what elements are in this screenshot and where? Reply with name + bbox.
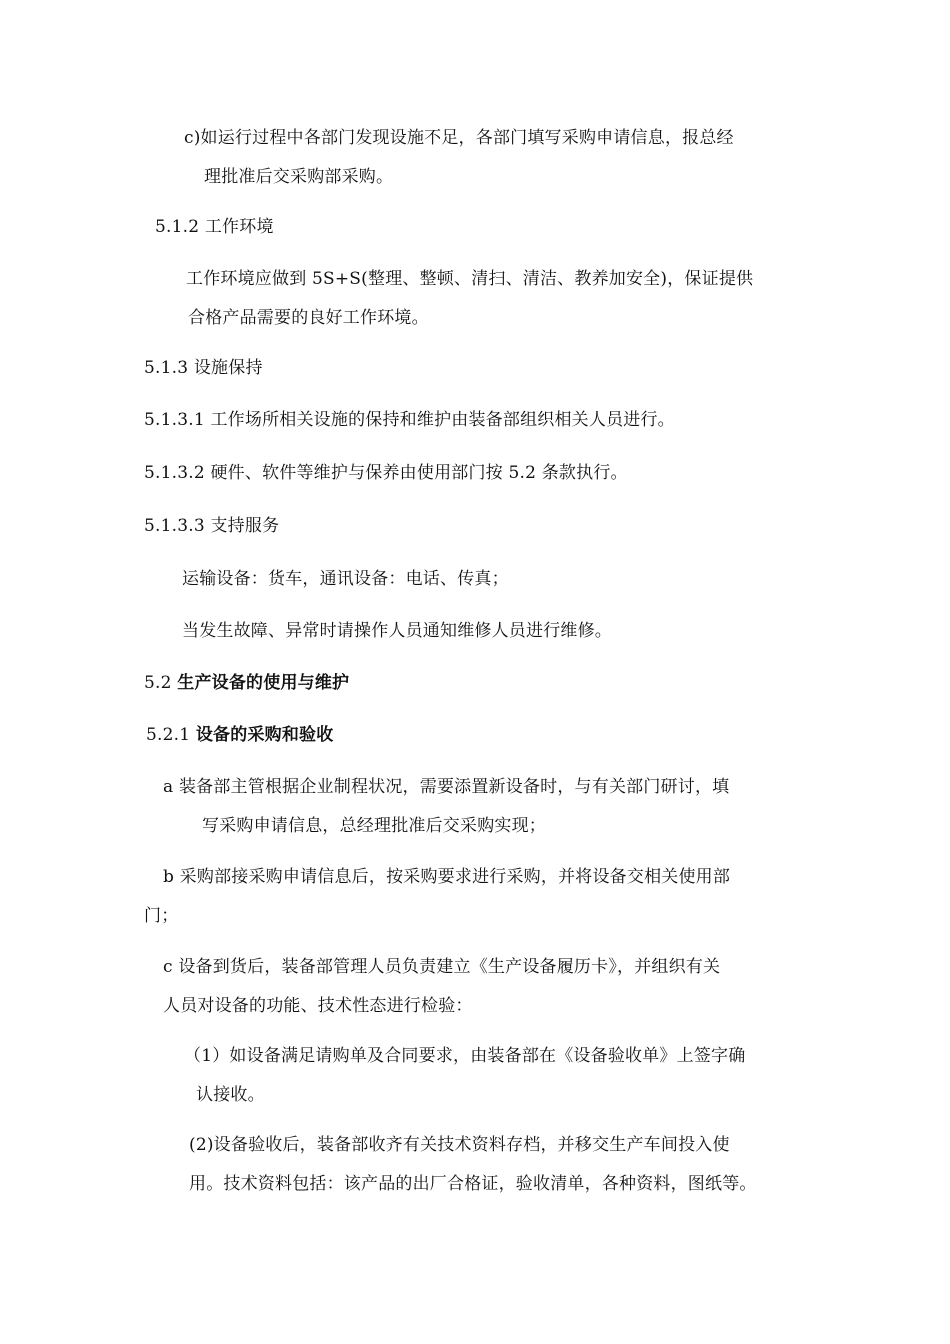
heading-5-1-2: 5.1.2 工作环境	[155, 217, 274, 237]
item-c-line-1: c 设备到货后，装备部管理人员负责建立《生产设备履历卡》，并组织有关	[163, 957, 721, 977]
item-a-line-1: a 装备部主管根据企业制程状况，需要添置新设备时，与有关部门研讨，填	[163, 777, 730, 797]
item-c-line-2: 人员对设备的功能、技术性态进行检验：	[163, 996, 473, 1016]
support-transport-line: 运输设备：货车，通讯设备：电话、传真；	[182, 569, 509, 589]
item-c-1-line-1: （1）如设备满足请购单及合同要求，由装备部在《设备验收单》上签字确	[184, 1046, 746, 1066]
item-b-line-2: 门；	[144, 906, 179, 926]
paragraph-5-1-3-2: 5.1.3.2 硬件、软件等维护与保养由使用部门按 5.2 条款执行。	[144, 463, 628, 483]
heading-5-2-1-title: 设备的采购和验收	[195, 725, 334, 745]
support-repair-line: 当发生故障、异常时请操作人员通知维修人员进行维修。	[182, 621, 612, 641]
work-environment-line-1: 工作环境应做到 5S+S(整理、整顿、清扫、清洁、教养加安全)，保证提供	[186, 269, 754, 289]
item-c-1-line-2: 认接收。	[196, 1085, 265, 1105]
paragraph-5-1-3-1: 5.1.3.1 工作场所相关设施的保持和维护由装备部组织相关人员进行。	[144, 410, 675, 430]
heading-5-2-number: 5.2	[144, 673, 178, 693]
heading-5-2	[144, 672, 349, 694]
heading-5-2-title: 生产设备的使用与维护	[177, 673, 350, 693]
paragraph-c-line-2: 理批准后交采购部采购。	[204, 167, 394, 187]
work-environment-line-2: 合格产品需要的良好工作环境。	[188, 308, 429, 328]
paragraph-c-line-1: c)如运行过程中各部门发现设施不足，各部门填写采购申请信息，报总经	[184, 128, 734, 148]
heading-5-1-3: 5.1.3 设施保持	[144, 358, 263, 378]
item-c-2-line-2: 用。技术资料包括：该产品的出厂合格证，验收清单，各种资料，图纸等。	[189, 1174, 757, 1194]
heading-5-2-1	[146, 724, 333, 746]
item-b-line-1: b 采购部接采购申请信息后，按采购要求进行采购，并将设备交相关使用部	[163, 867, 731, 887]
heading-5-2-1-number: 5.2.1	[146, 725, 196, 745]
item-c-2-line-1: (2)设备验收后，装备部收齐有关技术资料存档，并移交生产车间投入使	[189, 1135, 730, 1155]
heading-5-1-3-3: 5.1.3.3 支持服务	[144, 516, 280, 536]
item-a-line-2: 写采购申请信息，总经理批准后交采购实现；	[202, 816, 546, 836]
